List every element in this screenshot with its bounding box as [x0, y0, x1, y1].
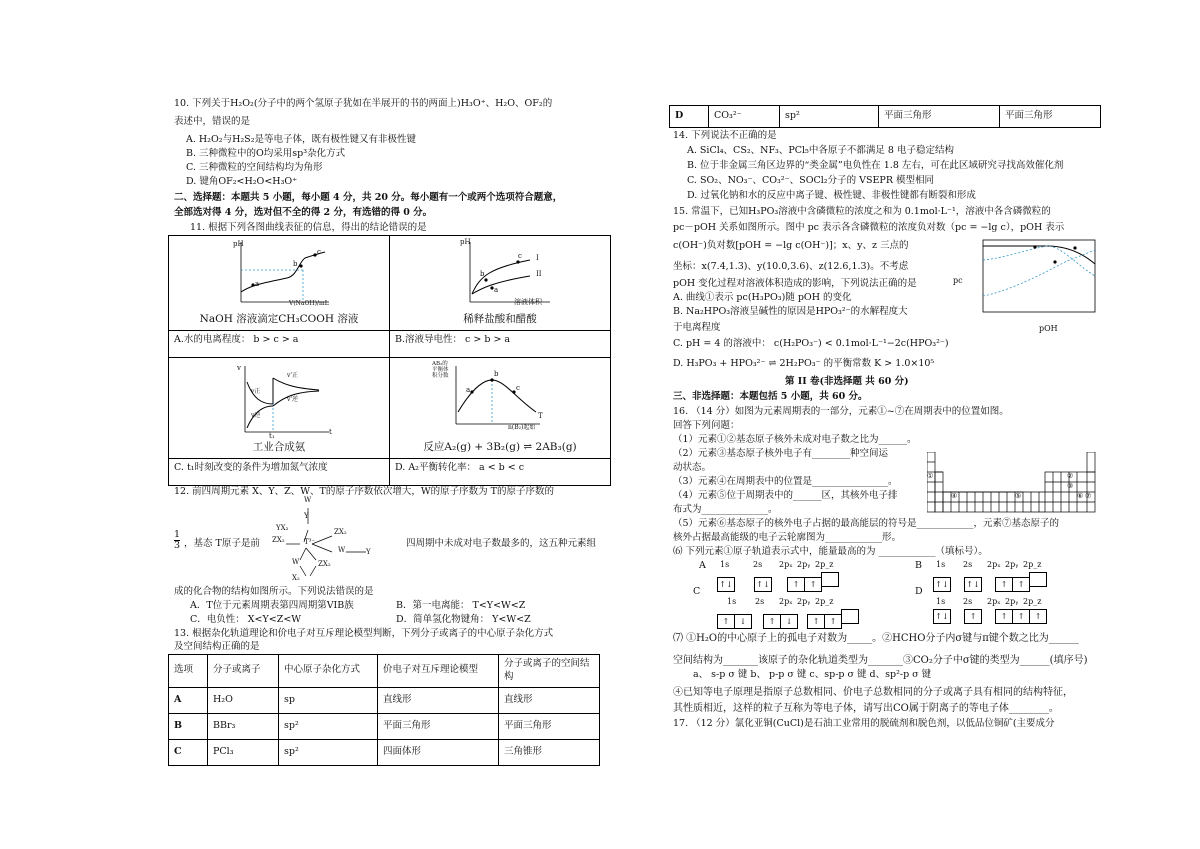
- orbital-box: [821, 572, 839, 587]
- q13-cell: sp²: [780, 106, 879, 128]
- orbital-box: ↑: [964, 609, 982, 624]
- q11c-t1: t₁: [269, 432, 275, 440]
- left-column: [168, 0, 600, 849]
- q13-table: [168, 654, 600, 766]
- q11b-axis-y: pH: [460, 238, 471, 246]
- pc-poh-chart: [965, 236, 1101, 328]
- q12-struct-zx2-right: ZX₂: [334, 528, 347, 536]
- q11b-caption: 稀释盐酸和醋酸: [463, 313, 537, 325]
- q13-cell: D: [670, 106, 709, 128]
- q16-s7e: 其性质相近，这样的粒子互称为等电子体，请写出CO属于阴离子的等电子体________。: [673, 703, 1059, 714]
- q13-cell: B: [169, 713, 208, 739]
- table-row: [670, 106, 1101, 128]
- q11d-axis-y: AB₃的平衡体积分数: [432, 361, 449, 379]
- q13-header-shape: 分子或离子的空间结构: [499, 655, 600, 688]
- q13-table-continued: [669, 105, 1101, 128]
- q13-cell: PCl₃: [208, 739, 279, 765]
- orbital-box: ↑: [763, 614, 781, 629]
- orbital-label: 1s: [936, 597, 946, 606]
- q14-option-c: C. SO₂、NO₃⁻、CO₃²⁻、SOCl₂分子的 VSEPR 模型相同: [687, 175, 934, 186]
- q13-cell: 三角锥形: [499, 739, 600, 765]
- orbital-box: ↑↓: [717, 577, 735, 592]
- orbital-box: ↓: [780, 614, 798, 629]
- q11a-point-b: b: [293, 260, 298, 268]
- q11c-label-1: v'正: [287, 372, 299, 379]
- q16-stem: 16. （14 分）如图为元素周期表的一部分，元素①~⑦在周期表中的位置如图。: [673, 406, 1009, 417]
- q10-option-c: C. 三种微粒的空间结构均为角形: [186, 162, 323, 173]
- q11-stem: 11. 根据下列各图曲线表征的信息，得出的结论错误的是: [190, 222, 427, 233]
- q11b-point-b: b: [480, 270, 485, 278]
- q13-cell: 平面三角形: [499, 713, 600, 739]
- q14-option-a: A. SiCl₄、CS₂、NF₃、PCl₅中各原子不都满足 8 电子稳定结构: [687, 145, 954, 156]
- q11d-option: D. A₂平衡转化率： a < b < c: [390, 459, 611, 486]
- q11c-label-3: v正: [251, 388, 261, 395]
- q11a-axis-x: V(NaOH)/mL: [289, 300, 329, 307]
- q16-s2a: （2）元素③基态原子核外电子有________种空间运: [673, 448, 889, 459]
- q15-chart-xlabel: pOH: [1039, 324, 1058, 333]
- q12-struct-yx2-top: YX₂: [276, 524, 289, 532]
- orbital-box: ↑: [804, 577, 822, 592]
- q16-s4a: （4）元素⑤位于周期表中的______区，其核外电子排: [673, 490, 898, 501]
- orbital-label: 2pₓ: [987, 597, 1001, 606]
- q16-s7a: ⑺ ①H₂O的中心原子上的孤电子对数为_____。②HCHO分子内σ键与π键个数之比为______: [673, 633, 1079, 644]
- q14-stem: 14. 下列说法不正确的是: [673, 130, 777, 141]
- orbital-label: 2pᵧ: [1005, 597, 1019, 606]
- q10-option-d: D. 键角OF₂<H₂O<H₃O⁺: [186, 176, 298, 187]
- q11b-curve-ii: II: [536, 270, 542, 278]
- orbital-box: ↑: [995, 577, 1013, 592]
- orbital-box: ↑: [717, 614, 735, 629]
- q13-header-hybridization: 中心原子杂化方式: [279, 655, 378, 688]
- q12-option-c: C．电负性： X<Y<Z<W: [190, 614, 302, 625]
- q11b-point-a: a: [494, 286, 499, 294]
- orbital-box: ↓: [734, 614, 752, 629]
- q16-s6: ⑹ 下列元素①原子轨道表示式中，能量最高的为 ____________（填标号）。: [673, 546, 988, 557]
- q16-s7b: 空间结构为_______该原子的杂化轨道类型为_______③CO₂分子中σ键的类型为______(填序号): [673, 655, 1088, 666]
- periodic-mark-6: ⑥: [1077, 492, 1084, 500]
- q13-cell: 平面三角形: [879, 106, 1000, 128]
- orbital-box: ↑↓: [933, 609, 951, 624]
- q16-s2b: 动状态。: [673, 462, 712, 473]
- q12-struct-w-bottom: W: [292, 558, 300, 566]
- q11-cell-d-figure: [390, 358, 611, 459]
- periodic-mark-5: ⑤: [1015, 492, 1022, 500]
- q13-cell: 平面三角形: [378, 713, 499, 739]
- q15-line1: 15. 常温下，已知H₃PO₃溶液中含磷微粒的浓度之和为 0.1mol·L⁻¹，溶液中各含磷微粒的: [673, 206, 1051, 217]
- q15-line2: pc－pOH 关系如图所示。图中 pc 表示各含磷微粒的浓度负对数（pc = −lg c），pOH 表示: [673, 222, 1065, 233]
- q12-struct-x2-bottom: X₂: [292, 574, 300, 582]
- q11-cell-c-figure: [169, 358, 390, 459]
- q13-cell: 四面体形: [378, 739, 499, 765]
- right-column: [669, 0, 1101, 849]
- q13-cell: sp: [279, 687, 378, 713]
- orbital-label: 2pᵧ: [797, 597, 811, 606]
- section3-heading: 三、非选择题：本题包括 5 小题，共 60 分。: [673, 391, 868, 402]
- q12-struct-t: T³⁻: [304, 538, 316, 546]
- q11d-t: T: [538, 412, 543, 420]
- q16-s7c: a、 s-p σ 键 b、 p-p σ 键 c、sp-p σ 键 d、sp²-p σ 键: [693, 669, 932, 680]
- orbital-box: ↑↓: [964, 577, 982, 592]
- q13-stem2: 及空间结构正确的是: [174, 641, 260, 652]
- q11a-option: A.水的电离程度： b > c > a: [169, 331, 390, 358]
- q15-option-d: D. H₃PO₃ + HPO₃²⁻ ⇌ 2H₂PO₃⁻ 的平衡常数 K > 1.0×10⁵: [673, 358, 935, 369]
- periodic-mark-2: ②: [1067, 472, 1074, 480]
- q12-option-b: B．第一电离能： T<Y<W<Z: [396, 600, 526, 611]
- table-row: [169, 713, 600, 739]
- orbital-letter-d: D: [915, 586, 923, 597]
- q16-s0: 回答下列问题：: [673, 420, 740, 431]
- q11d-point-b: b: [494, 370, 499, 378]
- q13-cell: sp²: [279, 739, 378, 765]
- orbital-label: 2s: [963, 560, 973, 569]
- q15-line5: pOH 变化过程对溶液体积造成的影响，下列说法正确的是: [673, 278, 917, 289]
- orbital-label: 2pᵧ: [797, 560, 811, 569]
- periodic-mark-7: ⑦: [1085, 492, 1092, 500]
- q11d-axis-x: n(B₂)起始: [508, 424, 536, 431]
- q11a-point-c: c: [317, 248, 321, 256]
- q15-option-c: C. pH = 4 的溶液中： c(H₂PO₃⁻) < 0.1mol·L⁻¹−2c(HPO₃²⁻): [673, 338, 949, 349]
- q13-cell: 直线形: [499, 687, 600, 713]
- q11b-curve-i: I: [536, 254, 539, 262]
- orbital-box: ↑: [787, 577, 805, 592]
- q13-cell: A: [169, 687, 208, 713]
- orbital-box: [1029, 572, 1047, 587]
- q12-line3: 成的化合物的结构如图所示。下列说法错误的是: [174, 586, 374, 597]
- q13-cell: H₂O: [208, 687, 279, 713]
- orbital-box: [841, 609, 859, 624]
- q11-figure-grid: [168, 235, 611, 486]
- q11c-option: C. t₁时刻改变的条件为增加氮气浓度: [169, 459, 390, 486]
- orbital-label: 2p_z: [815, 597, 834, 606]
- q12-frac-den: 3: [174, 540, 181, 552]
- orbital-box: ↑↓: [754, 577, 772, 592]
- orbital-label: 2pₓ: [779, 560, 793, 569]
- q12-struct-zx2-bottom: ZX₂: [318, 560, 331, 568]
- ammonia-rate-curve: [169, 358, 389, 438]
- q14-option-b: B. 位于非金属三角区边界的“类金属”电负性在 1.8 左右，可在此区域研究寻找高效催化剂: [687, 160, 1064, 171]
- q11d-point-a: a: [466, 386, 471, 394]
- orbital-box: ↑: [1012, 609, 1030, 624]
- q13-cell: C: [169, 739, 208, 765]
- orbital-label: 2s: [755, 597, 765, 606]
- orbital-label: 1s: [727, 597, 737, 606]
- q15-line3: c(OH⁻)负对数[pOH = −lg c(OH⁻)]；x、y、z 三点的: [673, 240, 909, 251]
- q16-s4b: 布式为______________。: [673, 504, 778, 515]
- q13-cell: 平面三角形: [1000, 106, 1101, 128]
- orbital-letter-a: A: [699, 560, 706, 571]
- q11d-caption: 反应A₂(g) + 3B₂(g) ⇌ 2AB₃(g): [423, 441, 577, 453]
- orbital-label: 2s: [963, 597, 973, 606]
- orbital-box: ↑: [824, 614, 842, 629]
- orbital-box: ↑: [995, 609, 1013, 624]
- q13-stem: 13. 根据杂化轨道理论和价电子对互斥理论模型判断，下列分子或离子的中心原子杂化方式: [174, 628, 554, 639]
- q13-header-option: 选项: [169, 655, 208, 688]
- q12-struct-w-right: W: [338, 546, 346, 554]
- q11a-point-a: a: [255, 280, 260, 288]
- q10-option-b: B. 三种微粒中的O均采用sp³杂化方式: [186, 148, 346, 159]
- part2-heading: 第 II 卷(非选择题 共 60 分): [785, 376, 909, 387]
- q11b-option: B.溶液导电性： c > b > a: [390, 331, 611, 358]
- orbital-label: 1s: [936, 560, 946, 569]
- q13-cell: CO₃²⁻: [709, 106, 780, 128]
- orbital-box: ↑: [1012, 577, 1030, 592]
- orbital-box: ↑: [807, 614, 825, 629]
- q15-chart-ylabel: pc: [953, 276, 963, 285]
- q13-cell: BBr₃: [208, 713, 279, 739]
- q12-struct-w-top: W: [304, 496, 312, 504]
- orbital-label: 2pₓ: [987, 560, 1001, 569]
- q12-mid2: 四周期中未成对电子数最多的，这五种元素组: [406, 538, 597, 549]
- q11b-axis-x: 溶液体积: [514, 298, 542, 306]
- q13-header-vsepr: 价电子对互斥理论模型: [378, 655, 499, 688]
- q11c-label-4: v逆: [251, 412, 261, 419]
- q10-stem2: 表述中，错误的是: [174, 116, 251, 127]
- periodic-mark-1: ①: [927, 472, 934, 480]
- orbital-letter-c: C: [693, 586, 701, 597]
- orbital-box: ↑↓: [933, 577, 951, 592]
- q13-cell: sp²: [279, 713, 378, 739]
- q12-option-a: A．T位于元素周期表第四周期第VIB族: [190, 600, 354, 611]
- q13-header-species: 分子或离子: [208, 655, 279, 688]
- q12-fraction: [174, 530, 180, 552]
- q11d-point-c: c: [516, 384, 520, 392]
- periodic-mark-3: ③: [1067, 482, 1074, 490]
- q11c-axis-y: v: [237, 364, 241, 372]
- q16-s3: （3）元素④在周期表中的位置是________________。: [673, 476, 898, 487]
- q15-option-b2: 于电离程度: [673, 322, 721, 333]
- q12-stem: 12. 前四周期元素 X、Y、Z、W、T的原子序数依次增大，W的原子序数为 T的原子序数的: [174, 486, 555, 497]
- q12-option-d: D．简单氢化物键角： Y<W<Z: [396, 614, 531, 625]
- orbital-letter-b: B: [915, 560, 922, 571]
- q11c-axis-x: t: [329, 428, 332, 436]
- orbital-label: 1s: [720, 560, 730, 569]
- q11-cell-b-figure: [390, 236, 611, 331]
- q15-option-a: A. 曲线①表示 pc(H₃PO₃)随 pOH 的变化: [673, 292, 852, 303]
- equilibrium-curve: [390, 358, 610, 438]
- q12-struct-y-top: Y: [304, 512, 309, 520]
- orbital-label: 2p_z: [1023, 597, 1042, 606]
- q11b-point-c: c: [518, 252, 522, 260]
- q16-s5b: 核外占据最高能级的电子云轮廓图为____________形。: [673, 532, 902, 543]
- table-row: [169, 687, 600, 713]
- orbital-label: 2p_z: [1023, 560, 1042, 569]
- orbital-box: ↑: [1029, 609, 1047, 624]
- q16-s5a: （5）元素⑥基态原子的核外电子占据的最高能层的符号是____________，元素⑦基态原子的: [673, 518, 1060, 529]
- q11c-label-2: v'逆: [287, 396, 299, 403]
- q11-cell-a-figure: [169, 236, 390, 331]
- orbital-label: 2p_z: [815, 560, 834, 569]
- section2-line1: 二、选择题：本题共 5 小题，每小题 4 分，共 20 分。每小题有一个或两个选项符合题意，: [174, 192, 563, 203]
- orbital-label: 2pᵧ: [1005, 560, 1019, 569]
- q10-stem: 10. 下列关于H₂O₂(分子中的两个氢原子犹如在半展开的书的两面上)H₃O⁺、H₂O、OF₂的: [174, 98, 553, 109]
- orbital-label: 2pₓ: [779, 597, 793, 606]
- dilution-curve: [390, 236, 610, 308]
- q12-struct-zx2-left: ZX₂: [272, 536, 285, 544]
- q12-frac-num: 1: [174, 529, 181, 540]
- orbital-label: 2s: [753, 560, 763, 569]
- periodic-mark-4: ④: [951, 492, 958, 500]
- q15-line4: 坐标：x(7.4,1.3)、y(10.0,3.6)、z(12.6,1.3)。不考虑: [673, 261, 909, 272]
- q17-stem: 17. （12 分）氯化亚铜(CuCl)是石油工业常用的脱硫剂和脱色剂，以低品位铜矿(主要成分: [673, 718, 1055, 729]
- q12-struct-y-right: Y: [366, 548, 371, 556]
- q12-mid1: ，基态 T原子是前: [184, 538, 260, 549]
- q15-option-b: B. Na₂HPO₃溶液呈碱性的原因是HPO₃²⁻的水解程度大: [673, 306, 908, 317]
- table-row: [169, 739, 600, 765]
- titration-curve: [169, 236, 389, 308]
- section2-line2: 全部选对得 4 分，选对但不全的得 2 分，有选错的得 0 分。: [174, 207, 433, 218]
- q16-s1: （1）元素①②基态原子核外未成对电子数之比为______。: [673, 434, 917, 445]
- q11c-caption: 工业合成氨: [252, 441, 306, 453]
- q14-option-d: D. 过氧化钠和水的反应中离子键、极性键、非极性键都有断裂和形成: [687, 190, 976, 201]
- q10-option-a: A. H₂O₂与H₂S₂是等电子体，既有极性键又有非极性键: [186, 134, 416, 145]
- q12-structure-diagram: [266, 496, 406, 586]
- q13-cell: 直线形: [378, 687, 499, 713]
- q11a-axis-y: pH: [233, 240, 244, 248]
- q11a-caption: NaOH 溶液滴定CH₃COOH 溶液: [199, 313, 359, 325]
- q16-s7d: ④已知等电子原理是指原子总数相同、价电子总数相同的分子或离子具有相同的结构特征，: [673, 687, 1073, 698]
